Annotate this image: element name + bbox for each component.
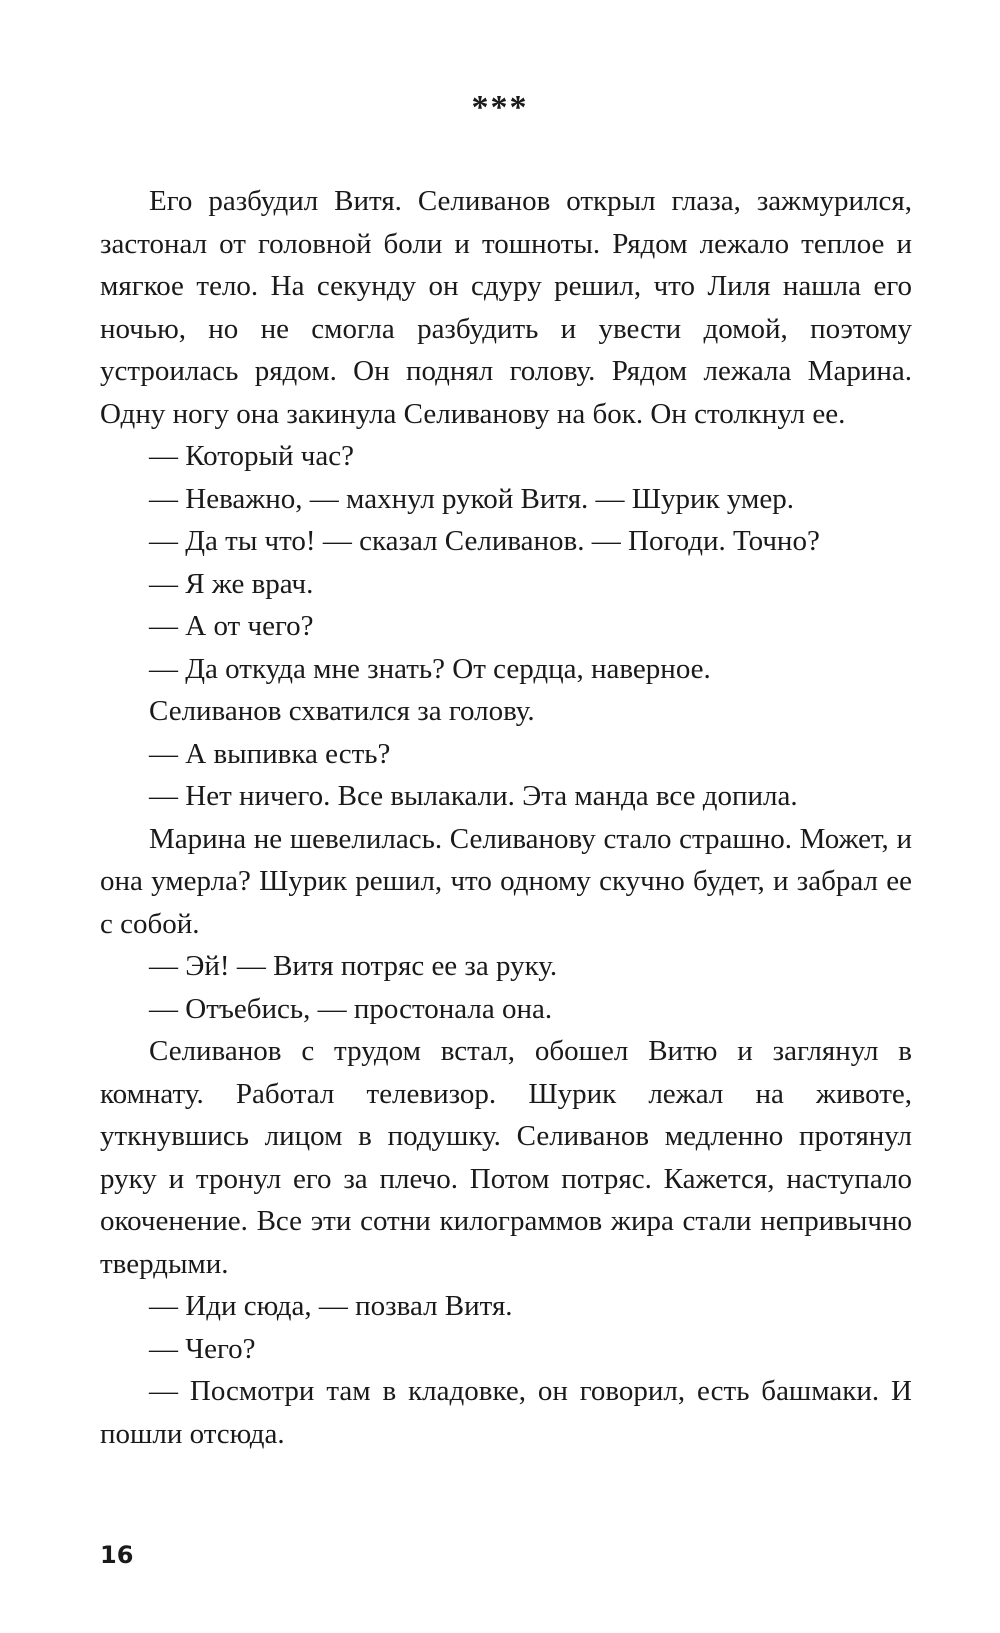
paragraph: — Я же врач. <box>149 567 314 600</box>
paragraph: — А выпивка есть? <box>149 737 391 770</box>
paragraph: — Который час? <box>149 440 355 472</box>
paragraph: — Отъебись, — простонала она. <box>149 992 553 1025</box>
paragraph: — Нет ничего. Все вылакали. Эта манда все допила. <box>149 780 798 812</box>
paragraph: — Чего? <box>149 1332 256 1365</box>
paragraph: — А от чего? <box>149 610 314 642</box>
paragraph: Селиванов схватился за голову. <box>149 695 535 727</box>
paragraph: — Эй! — Витя потряс ее за руку. <box>149 950 558 982</box>
paragraph: Селиванов с трудом встал, обошел Витю и заглянул в комнату. Работал телевизор. Шурик лежал на животе, уткнувшись лицом в подушку. Селиванов медленно протянул руку и тронул его за плечо. Потом потряс. Кажется, наступало окоченение. Все эти сотни килограммов жира стали непривычно твердыми. <box>100 1035 912 1280</box>
body-text <box>100 180 912 1455</box>
paragraph: — Да откуда мне знать? От сердца, наверное. <box>149 652 711 685</box>
paragraph: — Да ты что! — сказал Селиванов. — Погоди. Точно? <box>149 525 820 557</box>
paragraph: Марина не шевелилась. Селиванову стало страшно. Может, и она умерла? Шурик решил, что одному скучно будет, и забрал ее с собой. <box>100 822 912 940</box>
paragraph: — Посмотри там в кладовке, он говорил, есть башмаки. И пошли отсюда. <box>100 1375 912 1450</box>
page-number: 16 <box>100 1541 134 1569</box>
paragraph: Его разбудил Витя. Селиванов открыл глаза, зажмурился, застонал от головной боли и тошноты. Рядом лежало теплое и мягкое тело. На секунду он сдуру решил, что Лиля нашла его ночью, но не смогла разбудить и увести домой, поэтому устроилась рядом. Он поднял голову. Рядом лежала Марина. Одну ногу она закинула Селиванову на бок. Он столкнул ее. <box>100 185 912 430</box>
paragraph: — Неважно, — махнул рукой Витя. — Шурик умер. <box>149 482 794 515</box>
paragraph: — Иди сюда, — позвал Витя. <box>149 1290 513 1322</box>
section-separator: *** <box>471 89 529 126</box>
